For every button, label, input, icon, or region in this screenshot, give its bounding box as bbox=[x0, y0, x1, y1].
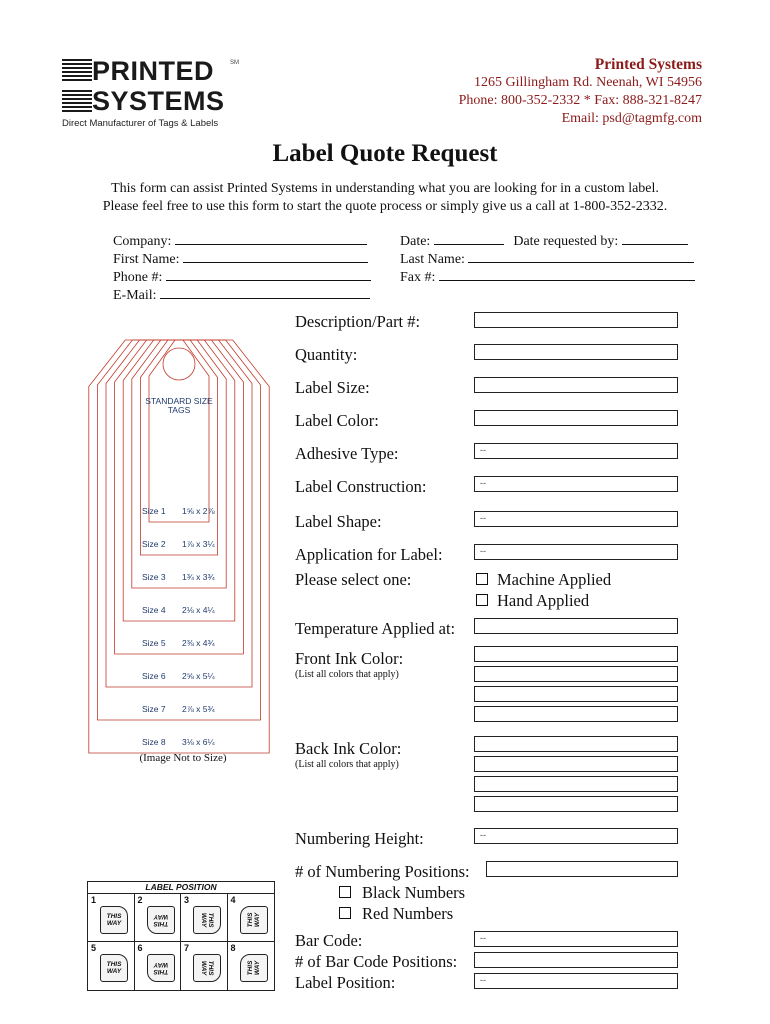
label-position-label-icon: THIS WAY bbox=[147, 954, 175, 982]
numbering-positions-input[interactable] bbox=[486, 861, 678, 877]
front-ink-note: (List all colors that apply) bbox=[295, 669, 399, 680]
logo-tagline: Direct Manufacturer of Tags & Labels bbox=[62, 118, 219, 129]
label-position-diagram bbox=[87, 881, 275, 991]
label-position-title: LABEL POSITION bbox=[88, 882, 274, 894]
intro-text bbox=[0, 180, 770, 216]
tag-size-name-5: Size 5 bbox=[142, 638, 166, 648]
tag-size-dim-5: 2⅜ x 4¾ bbox=[182, 638, 215, 648]
bar-code-select[interactable]: -- bbox=[474, 931, 678, 947]
company-email: Email: psd@tagmfg.com bbox=[561, 111, 702, 126]
adhesive-type-label: Adhesive Type: bbox=[295, 444, 399, 463]
back-ink-input-2[interactable] bbox=[474, 756, 678, 772]
temperature-input[interactable] bbox=[474, 618, 678, 634]
tag-title-line-1: STANDARD SIZE bbox=[145, 396, 213, 406]
phone-field bbox=[113, 266, 371, 286]
label-color-label: Label Color: bbox=[295, 411, 379, 430]
intro-line-1: This form can assist Printed Systems in understanding what you are looking for in a custom label. bbox=[111, 181, 659, 196]
logo-word-systems: SYSTEMS bbox=[92, 86, 225, 116]
page-title: Label Quote Request bbox=[272, 140, 498, 167]
first-name-field bbox=[113, 248, 368, 268]
label-shape-label: Label Shape: bbox=[295, 512, 382, 531]
company-field bbox=[113, 230, 367, 250]
adhesive-type-select[interactable]: -- bbox=[474, 443, 678, 459]
hand-applied-checkbox[interactable] bbox=[476, 594, 488, 606]
tag-outline-size-5 bbox=[115, 340, 244, 654]
label-shape-select[interactable]: -- bbox=[474, 511, 678, 527]
label-position-cell-8 bbox=[228, 942, 275, 990]
front-ink-input-1[interactable] bbox=[474, 646, 678, 662]
date-label: Date: bbox=[400, 234, 431, 249]
label-position-select[interactable]: -- bbox=[474, 973, 678, 989]
please-select-label: Please select one: bbox=[295, 570, 412, 589]
back-ink-input-1[interactable] bbox=[474, 736, 678, 752]
company-name: Printed Systems bbox=[594, 56, 702, 73]
logo-bars-top bbox=[62, 59, 92, 83]
tag-title-line-2: TAGS bbox=[167, 405, 191, 415]
back-ink-input-4[interactable] bbox=[474, 796, 678, 812]
label-position-label-icon: THIS WAY bbox=[240, 906, 268, 934]
label-position-cell-1 bbox=[88, 894, 135, 942]
application-select[interactable]: -- bbox=[474, 544, 678, 560]
first-name-label: First Name: bbox=[113, 252, 180, 267]
label-position-number: 5 bbox=[91, 943, 97, 953]
label-position-number: 4 bbox=[230, 895, 236, 905]
bar-code-positions-label: # of Bar Code Positions: bbox=[295, 952, 458, 971]
label-position-cell-5 bbox=[88, 942, 135, 990]
phone-input[interactable] bbox=[166, 266, 371, 281]
label-size-label: Label Size: bbox=[295, 378, 370, 397]
label-position-cell-7 bbox=[181, 942, 228, 990]
label-position-number: 1 bbox=[91, 895, 97, 905]
tag-outline-size-1 bbox=[149, 340, 209, 522]
image-caption: (Image Not to Size) bbox=[139, 752, 227, 764]
tag-size-name-1: Size 1 bbox=[142, 506, 166, 516]
label-position-label-icon: THIS WAY bbox=[193, 906, 221, 934]
label-size-input[interactable] bbox=[474, 377, 678, 393]
fax-field bbox=[400, 266, 695, 286]
label-position-cell-4 bbox=[228, 894, 275, 942]
tag-size-dim-1: 1⅝ x 2⅞ bbox=[182, 506, 215, 516]
email-field bbox=[113, 284, 370, 304]
tag-size-dim-2: 1⅞ x 3¼ bbox=[182, 539, 215, 549]
label-position-grid bbox=[88, 894, 274, 990]
quantity-input[interactable] bbox=[474, 344, 678, 360]
label-construction-select[interactable]: -- bbox=[474, 476, 678, 492]
label-position-number: 8 bbox=[230, 943, 236, 953]
quantity-label: Quantity: bbox=[295, 345, 358, 364]
label-position-number: 6 bbox=[137, 943, 143, 953]
black-numbers-checkbox[interactable] bbox=[339, 886, 351, 898]
description-label: Description/Part #: bbox=[295, 312, 421, 331]
last-name-label: Last Name: bbox=[400, 252, 465, 267]
label-position-label-icon: THIS WAY bbox=[193, 954, 221, 982]
email-input[interactable] bbox=[160, 284, 370, 299]
tag-hole bbox=[163, 348, 195, 380]
back-ink-note: (List all colors that apply) bbox=[295, 759, 399, 770]
phone-label: Phone #: bbox=[113, 270, 163, 285]
tag-size-labels bbox=[142, 506, 216, 747]
tag-size-name-4: Size 4 bbox=[142, 605, 166, 615]
company-logo bbox=[62, 56, 239, 129]
label-position-cell-6 bbox=[135, 942, 182, 990]
fax-input[interactable] bbox=[439, 266, 695, 281]
numbering-positions-label: # of Numbering Positions: bbox=[295, 862, 470, 881]
description-input[interactable] bbox=[474, 312, 678, 328]
tag-size-name-8: Size 8 bbox=[142, 737, 166, 747]
logo-service-mark: SM bbox=[230, 60, 239, 66]
label-position-cell-2 bbox=[135, 894, 182, 942]
tag-outline-size-3 bbox=[132, 340, 226, 588]
company-input[interactable] bbox=[175, 230, 367, 245]
temperature-label: Temperature Applied at: bbox=[295, 619, 456, 638]
label-position-number: 7 bbox=[184, 943, 190, 953]
last-name-input[interactable] bbox=[468, 248, 694, 263]
email-label: E-Mail: bbox=[113, 288, 157, 303]
machine-applied-checkbox[interactable] bbox=[476, 573, 488, 585]
front-ink-input-4[interactable] bbox=[474, 706, 678, 722]
company-phone: Phone: 800-352-2332 * Fax: 888-321-8247 bbox=[458, 93, 702, 108]
label-position-cell-3 bbox=[181, 894, 228, 942]
label-position-label-icon: THIS WAY bbox=[100, 906, 128, 934]
bar-code-label: Bar Code: bbox=[295, 931, 363, 950]
company-info bbox=[459, 56, 702, 128]
front-ink-input-2[interactable] bbox=[474, 666, 678, 682]
company-label: Company: bbox=[113, 234, 172, 249]
tag-size-name-2: Size 2 bbox=[142, 539, 166, 549]
label-position-label: Label Position: bbox=[295, 973, 396, 992]
tag-size-name-3: Size 3 bbox=[142, 572, 166, 582]
back-ink-label: Back Ink Color: bbox=[295, 739, 402, 758]
tag-size-dim-3: 1¾ x 3¾ bbox=[182, 572, 215, 582]
application-label: Application for Label: bbox=[295, 545, 443, 564]
first-name-input[interactable] bbox=[183, 248, 368, 263]
label-position-label-icon: THIS WAY bbox=[100, 954, 128, 982]
logo-bars-bottom bbox=[62, 90, 92, 114]
logo-word-printed: PRINTED bbox=[92, 56, 215, 86]
numbering-height-label: Numbering Height: bbox=[295, 829, 424, 848]
machine-applied-label: Machine Applied bbox=[497, 570, 612, 589]
red-numbers-label: Red Numbers bbox=[362, 904, 454, 923]
bar-code-positions-input[interactable] bbox=[474, 952, 678, 968]
label-position-label-icon: THIS WAY bbox=[147, 906, 175, 934]
fax-label: Fax #: bbox=[400, 270, 436, 285]
last-name-field bbox=[400, 248, 694, 268]
standard-size-tags-diagram bbox=[80, 330, 290, 754]
tag-size-name-6: Size 6 bbox=[142, 671, 166, 681]
label-color-input[interactable] bbox=[474, 410, 678, 426]
tag-outline-size-6 bbox=[106, 340, 252, 687]
intro-line-2: Please feel free to use this form to start the quote process or simply give us a call at 1-800-352-2332. bbox=[102, 199, 668, 214]
label-position-label-icon: THIS WAY bbox=[240, 954, 268, 982]
date-input[interactable] bbox=[434, 230, 504, 245]
black-numbers-label: Black Numbers bbox=[362, 883, 466, 902]
label-position-number: 3 bbox=[184, 895, 190, 905]
tag-size-dim-7: 2⅞ x 5¾ bbox=[182, 704, 215, 714]
front-ink-label: Front Ink Color: bbox=[295, 649, 404, 668]
hand-applied-label: Hand Applied bbox=[497, 591, 590, 610]
tag-outline-size-4 bbox=[123, 340, 235, 621]
front-ink-input-3[interactable] bbox=[474, 686, 678, 702]
date-field bbox=[400, 230, 688, 250]
label-construction-label: Label Construction: bbox=[295, 477, 427, 496]
label-position-number: 2 bbox=[137, 895, 143, 905]
numbering-height-select[interactable]: -- bbox=[474, 828, 678, 844]
tag-size-name-7: Size 7 bbox=[142, 704, 166, 714]
red-numbers-checkbox[interactable] bbox=[339, 907, 351, 919]
tag-size-dim-6: 2⅝ x 5¼ bbox=[182, 671, 215, 681]
date-requested-label: Date requested by: bbox=[513, 234, 619, 249]
tag-size-dim-4: 2⅛ x 4¼ bbox=[182, 605, 215, 615]
tag-size-dim-8: 3⅛ x 6¼ bbox=[182, 737, 215, 747]
date-requested-input[interactable] bbox=[622, 230, 688, 245]
back-ink-input-3[interactable] bbox=[474, 776, 678, 792]
company-address: 1265 Gillingham Rd. Neenah, WI 54956 bbox=[474, 75, 702, 90]
